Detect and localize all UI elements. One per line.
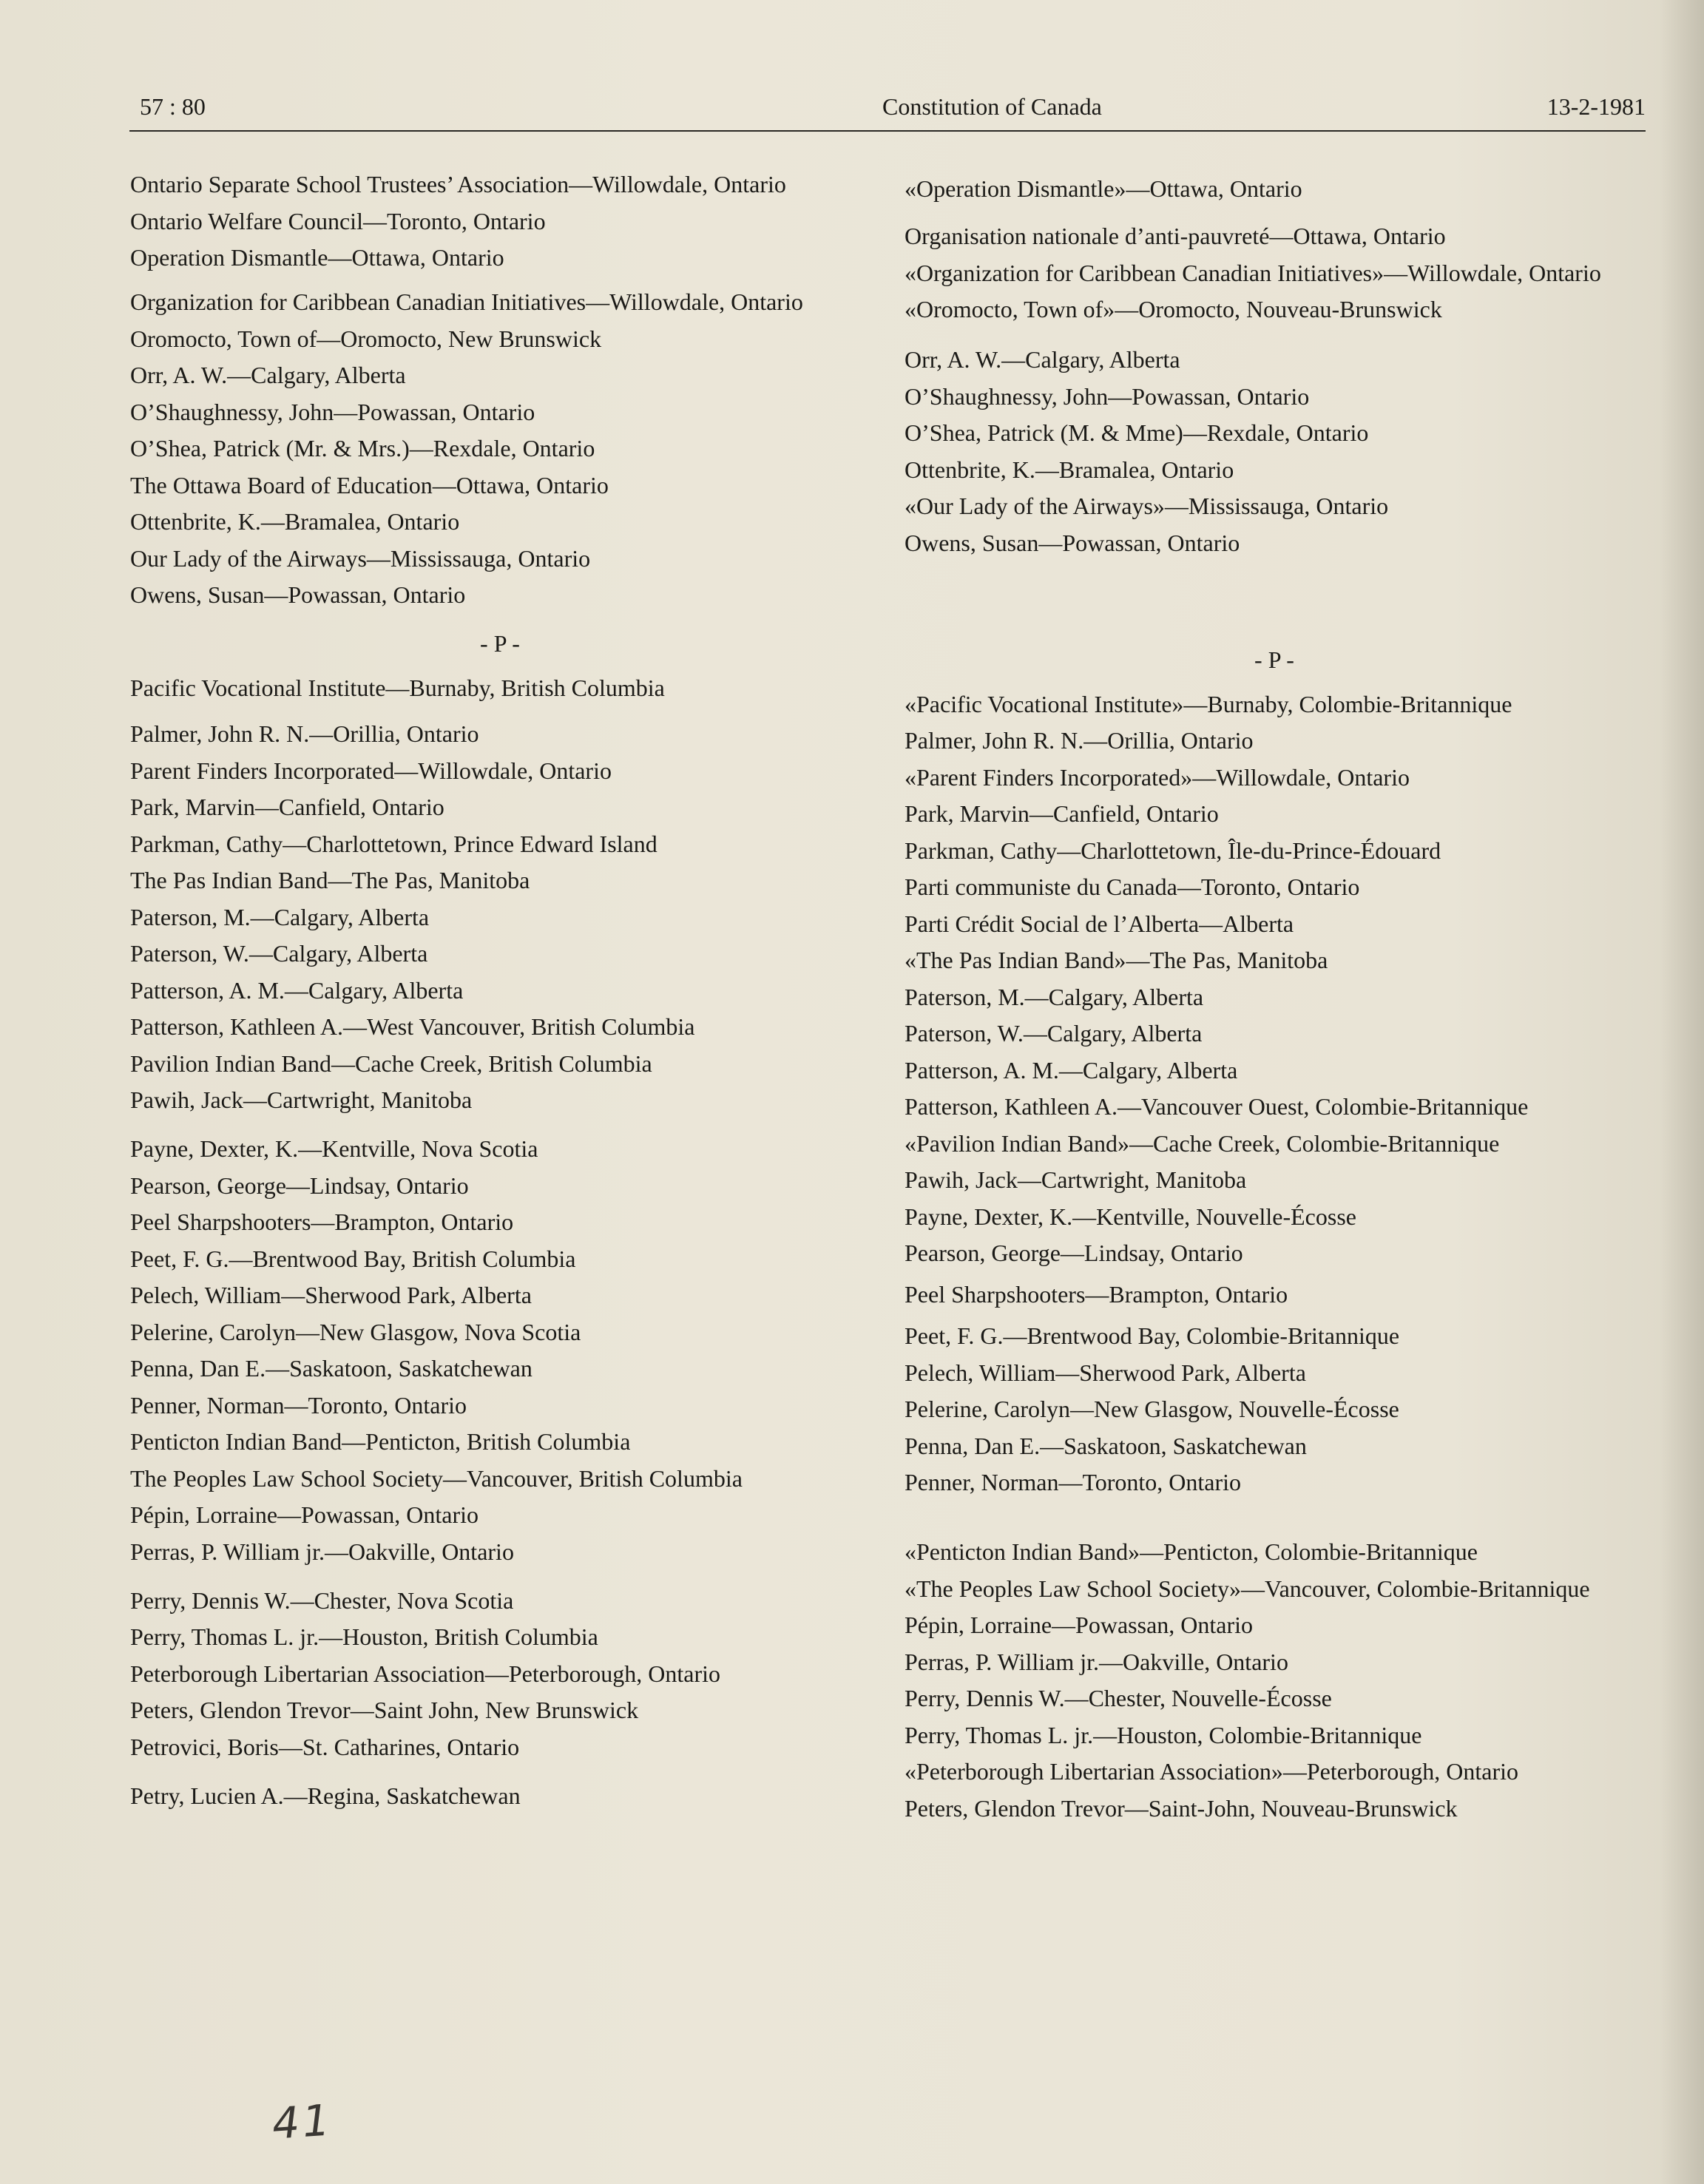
list-item: Orr, A. W.—Calgary, Alberta (905, 346, 1180, 373)
list-item: Pawih, Jack—Cartwright, Manitoba (130, 1086, 473, 1113)
list-item: Pearson, George—Lindsay, Ontario (905, 1240, 1243, 1266)
list-item: Pelech, William—Sherwood Park, Alberta (905, 1359, 1306, 1386)
page-number: 57 : 80 (140, 93, 206, 120)
list-item: «The Pas Indian Band»—The Pas, Manitoba (905, 947, 1328, 973)
list-item: Pépin, Lorraine—Powassan, Ontario (905, 1612, 1254, 1638)
list-item: Pelerine, Carolyn—New Glasgow, Nova Scotia (130, 1318, 581, 1345)
list-item: Penticton Indian Band—Penticton, British Columbia (130, 1428, 631, 1455)
list-item: Ontario Welfare Council—Toronto, Ontario (130, 207, 546, 234)
list-item: Patterson, Kathleen A.—West Vancouver, British Columbia (130, 1013, 695, 1040)
right-column (905, 175, 1644, 1830)
list-item: Payne, Dexter, K.—Kentville, Nova Scotia (130, 1135, 538, 1162)
list-item: Palmer, John R. N.—Orillia, Ontario (130, 720, 479, 747)
list-item: Parent Finders Incorporated—Willowdale, Ontario (130, 757, 612, 784)
handwritten-page-mark: 41 (270, 2095, 335, 2149)
list-item: Oromocto, Town of—Oromocto, New Brunswick (130, 325, 602, 352)
list-item: Penner, Norman—Toronto, Ontario (130, 1391, 467, 1419)
list-item: «Pacific Vocational Institute»—Burnaby, Colombie-Britannique (905, 690, 1512, 717)
list-item: Ottenbrite, K.—Bramalea, Ontario (905, 456, 1234, 483)
list-item: Patterson, Kathleen A.—Vancouver Ouest, Colombie-Britannique (905, 1093, 1529, 1120)
list-item: Pavilion Indian Band—Cache Creek, British Columbia (130, 1049, 652, 1077)
list-item: The Peoples Law School Society—Vancouver, British Columbia (130, 1464, 743, 1492)
list-item: Pelerine, Carolyn—New Glasgow, Nouvelle-Écosse (905, 1396, 1399, 1422)
section-heading-p: - P - (1254, 646, 1294, 673)
list-item: Penna, Dan E.—Saskatoon, Saskatchewan (130, 1355, 532, 1382)
list-item: Peel Sharpshooters—Brampton, Ontario (905, 1281, 1288, 1308)
list-item: Pépin, Lorraine—Powassan, Ontario (130, 1501, 479, 1528)
list-item: Perry, Thomas L. jr.—Houston, British Columbia (130, 1623, 598, 1650)
list-item: Operation Dismantle—Ottawa, Ontario (130, 244, 504, 271)
list-item: Owens, Susan—Powassan, Ontario (130, 581, 466, 608)
list-item: Patterson, A. M.—Calgary, Alberta (130, 976, 464, 1004)
list-item: «Peterborough Libertarian Association»—Peterborough, Ontario (905, 1758, 1519, 1785)
list-item: Parti communiste du Canada—Toronto, Ontario (905, 873, 1360, 900)
list-item: Peters, Glendon Trevor—Saint John, New Brunswick (130, 1697, 639, 1723)
list-item: Park, Marvin—Canfield, Ontario (130, 794, 444, 820)
list-item: Peet, F. G.—Brentwood Bay, Colombie-Britannique (905, 1322, 1400, 1349)
list-item: Organization for Caribbean Canadian Initiatives—Willowdale, Ontario (130, 288, 803, 315)
list-item: «Operation Dismantle»—Ottawa, Ontario (905, 175, 1302, 202)
list-item: Peel Sharpshooters—Brampton, Ontario (130, 1208, 514, 1235)
list-item: O’Shea, Patrick (Mr. & Mrs.)—Rexdale, Ontario (130, 435, 595, 462)
list-item: Perry, Dennis W.—Chester, Nova Scotia (130, 1586, 514, 1614)
list-item: «Pavilion Indian Band»—Cache Creek, Colombie-Britannique (905, 1129, 1500, 1157)
list-item: «Oromocto, Town of»—Oromocto, Nouveau-Brunswick (905, 296, 1442, 322)
list-item: Petrovici, Boris—St. Catharines, Ontario (130, 1733, 520, 1760)
list-item: Pelech, William—Sherwood Park, Alberta (130, 1282, 532, 1308)
list-item: The Pas Indian Band—The Pas, Manitoba (130, 867, 530, 893)
list-item: Perry, Dennis W.—Chester, Nouvelle-Écosse (905, 1685, 1332, 1711)
list-item: Parkman, Cathy—Charlottetown, Île-du-Prince-Édouard (905, 836, 1441, 864)
list-item: Patterson, A. M.—Calgary, Alberta (905, 1056, 1238, 1083)
list-item: Paterson, W.—Calgary, Alberta (130, 940, 428, 967)
list-item: «Organization for Caribbean Canadian Initiatives»—Willowdale, Ontario (905, 259, 1601, 286)
header-date: 13-2-1981 (1546, 93, 1646, 120)
list-item: Parti Crédit Social de l’Alberta—Alberta (905, 910, 1294, 937)
list-item: O’Shaughnessy, John—Powassan, Ontario (130, 398, 535, 425)
list-item: Peterborough Libertarian Association—Peterborough, Ontario (130, 1660, 721, 1687)
list-item: Ontario Separate School Trustees’ Association—Willowdale, Ontario (130, 171, 786, 197)
list-item: Palmer, John R. N.—Orillia, Ontario (905, 727, 1254, 754)
list-item: Peet, F. G.—Brentwood Bay, British Columbia (130, 1245, 576, 1272)
list-item: Pawih, Jack—Cartwright, Manitoba (905, 1166, 1247, 1193)
list-item: «Parent Finders Incorporated»—Willowdale, Ontario (905, 763, 1410, 791)
list-item: Perry, Thomas L. jr.—Houston, Colombie-Britannique (905, 1721, 1422, 1748)
list-item: Owens, Susan—Powassan, Ontario (905, 529, 1240, 556)
list-item: Payne, Dexter, K.—Kentville, Nouvelle-Écosse (905, 1203, 1356, 1230)
list-item: Ottenbrite, K.—Bramalea, Ontario (130, 508, 460, 535)
list-item: Organisation nationale d’anti-pauvreté—Ottawa, Ontario (905, 223, 1446, 249)
list-item: Perras, P. William jr.—Oakville, Ontario (130, 1538, 514, 1565)
list-item: Petry, Lucien A.—Regina, Saskatchewan (130, 1782, 521, 1809)
list-item: «The Peoples Law School Society»—Vancouver, Colombie-Britannique (905, 1575, 1590, 1602)
list-item: Our Lady of the Airways—Mississauga, Ontario (130, 544, 591, 572)
list-item: «Penticton Indian Band»—Penticton, Colombie-Britannique (905, 1538, 1478, 1565)
list-item: O’Shea, Patrick (M. & Mme)—Rexdale, Ontario (905, 419, 1369, 446)
list-item: Park, Marvin—Canfield, Ontario (905, 800, 1219, 827)
list-item: Pacific Vocational Institute—Burnaby, British Columbia (130, 675, 665, 701)
page-header (129, 93, 1646, 132)
document-title: Constitution of Canada (882, 93, 1102, 120)
section-heading-p: - P - (480, 630, 520, 657)
page-edge-shadow (1660, 0, 1704, 2184)
list-item: Paterson, M.—Calgary, Alberta (130, 903, 430, 930)
list-item: Paterson, W.—Calgary, Alberta (905, 1020, 1203, 1047)
list-item: Penna, Dan E.—Saskatoon, Saskatchewan (905, 1432, 1307, 1459)
list-item: The Ottawa Board of Education—Ottawa, Ontario (130, 471, 609, 498)
list-item: Penner, Norman—Toronto, Ontario (905, 1469, 1242, 1495)
list-item: Orr, A. W.—Calgary, Alberta (130, 362, 406, 388)
list-item: O’Shaughnessy, John—Powassan, Ontario (905, 382, 1310, 410)
list-item: Parkman, Cathy—Charlottetown, Prince Edward Island (130, 830, 657, 857)
list-item: «Our Lady of the Airways»—Mississauga, Ontario (905, 493, 1389, 519)
list-item: Perras, P. William jr.—Oakville, Ontario (905, 1648, 1288, 1675)
list-item: Peters, Glendon Trevor—Saint-John, Nouveau-Brunswick (905, 1794, 1458, 1822)
left-column (130, 170, 870, 1818)
list-item: Paterson, M.—Calgary, Alberta (905, 983, 1204, 1010)
list-item: Pearson, George—Lindsay, Ontario (130, 1172, 469, 1199)
